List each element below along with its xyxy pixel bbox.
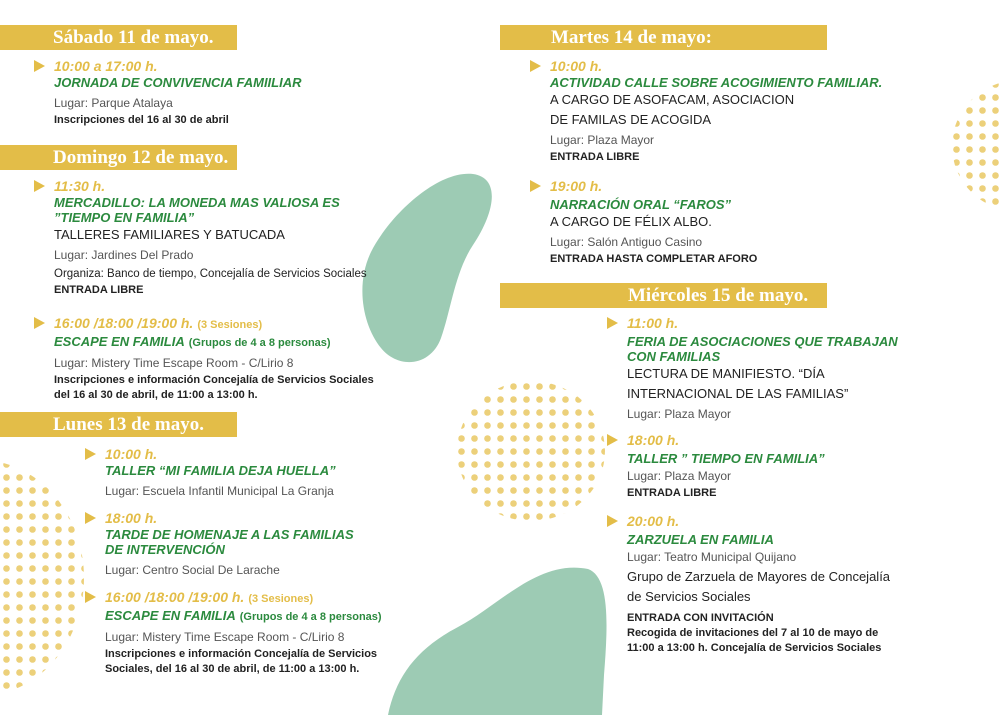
event-title: ZARZUELA EN FAMILIA xyxy=(627,532,774,547)
event-title: JORNADA DE CONVIVENCIA FAMIILIAR xyxy=(54,75,302,90)
event-location: Lugar: Jardines Del Prado xyxy=(54,248,194,262)
event-title xyxy=(54,334,374,351)
event-note: Inscripciones e información Concejalía de Servicios Sociales xyxy=(54,374,374,386)
event-note-line3: 11:00 a 13:00 h. Concejalía de Servicios Sociales xyxy=(627,642,882,654)
event-note-line2: del 16 al 30 de abril, de 11:00 a 13:00 h. xyxy=(54,389,258,401)
event-title: TALLER “MI FAMILIA DEJA HUELLA” xyxy=(105,463,336,478)
event-location: Lugar: Mistery Time Escape Room - C/Lirio 8 xyxy=(54,356,294,370)
event-description: Grupo de Zarzuela de Mayores de Concejalía xyxy=(627,569,891,584)
event-wednesday-3 xyxy=(607,512,890,656)
event-time: 18:00 h. xyxy=(85,509,354,527)
event-note: ENTRADA LIBRE xyxy=(550,151,640,163)
day-header-saturday: Sábado 11 de mayo. xyxy=(0,25,237,50)
event-title: FERIA DE ASOCIACIONES QUE TRABAJAN xyxy=(627,334,898,349)
event-note: ENTRADA CON INVITACIÓN xyxy=(627,612,774,624)
event-time xyxy=(85,588,382,608)
event-description-line2: INTERNACIONAL DE LAS FAMILIAS” xyxy=(627,386,849,401)
event-groups: (Grupos de 4 a 8 personas) xyxy=(239,611,382,623)
event-groups: (Grupos de 4 a 8 personas) xyxy=(188,337,331,349)
event-time: 10:00 a 17:00 h. xyxy=(34,57,302,75)
event-organizer: Organiza: Banco de tiempo, Concejalía de Servicios Sociales xyxy=(54,268,367,280)
event-note: Inscripciones del 16 al 30 de abril xyxy=(54,114,229,126)
event-location: Lugar: Salón Antiguo Casino xyxy=(550,235,703,249)
event-sunday-1 xyxy=(34,177,367,298)
event-location: Lugar: Parque Atalaya xyxy=(54,96,173,110)
event-tuesday-2 xyxy=(530,177,757,267)
event-wednesday-1 xyxy=(607,314,898,424)
event-sunday-2 xyxy=(34,314,374,403)
event-note: ENTRADA HASTA COMPLETAR AFORO xyxy=(550,253,758,265)
event-note-line2: Recogida de invitaciones del 7 al 10 de mayo de xyxy=(627,627,879,639)
event-description-line2: DE FAMILAS DE ACOGIDA xyxy=(550,112,712,127)
event-description: TALLERES FAMILIARES Y BATUCADA xyxy=(54,227,285,242)
event-location: Lugar: Plaza Mayor xyxy=(550,133,655,147)
event-title: TALLER ” TIEMPO EN FAMILIA” xyxy=(627,451,825,466)
event-time xyxy=(34,314,374,334)
event-time: 19:00 h. xyxy=(530,177,757,195)
event-location: Lugar: Teatro Municipal Quijano xyxy=(627,550,797,564)
event-monday-1 xyxy=(85,445,336,501)
event-title-text: ESCAPE EN FAMILIA xyxy=(54,334,185,349)
event-monday-2 xyxy=(85,509,354,580)
event-description-line2: de Servicios Sociales xyxy=(627,589,751,604)
event-title-line2: ”TIEMPO EN FAMILIA” xyxy=(54,210,195,225)
event-title-text: ESCAPE EN FAMILIA xyxy=(105,608,236,623)
event-time: 10:00 h. xyxy=(530,57,882,75)
event-time-text: 16:00 /18:00 /19:00 h. xyxy=(54,315,194,331)
event-time: 10:00 h. xyxy=(85,445,336,463)
mint-blob-top xyxy=(355,170,505,370)
event-note-line2: Sociales, del 16 al 30 de abril, de 11:00 a 13:00 h. xyxy=(105,663,360,675)
event-time: 20:00 h. xyxy=(607,512,890,530)
event-wednesday-2 xyxy=(607,431,825,501)
event-note: ENTRADA LIBRE xyxy=(54,284,144,296)
event-note: Inscripciones e información Concejalía de Servicios xyxy=(105,648,378,660)
dot-circle-right xyxy=(950,78,1000,214)
event-description: LECTURA DE MANIFIESTO. “DÍA xyxy=(627,366,825,381)
event-title: ACTIVIDAD CALLE SOBRE ACOGIMIENTO FAMILIAR. xyxy=(550,75,883,90)
day-header-wednesday: Miércoles 15 de mayo. xyxy=(500,283,827,308)
event-time: 18:00 h. xyxy=(607,431,825,449)
event-time: 11:30 h. xyxy=(34,177,367,195)
event-location: Lugar: Centro Social De Larache xyxy=(105,563,280,577)
dot-circle-left xyxy=(0,458,88,698)
event-location: Lugar: Plaza Mayor xyxy=(627,407,732,421)
event-location: Lugar: Plaza Mayor xyxy=(627,469,732,483)
event-time-text: 16:00 /18:00 /19:00 h. xyxy=(105,589,245,605)
event-location: Lugar: Mistery Time Escape Room - C/Lirio 8 xyxy=(105,630,345,644)
event-title: TARDE DE HOMENAJE A LAS FAMILIAS xyxy=(105,527,354,542)
event-title: MERCADILLO: LA MONEDA MAS VALIOSA ES xyxy=(54,195,340,210)
event-location: Lugar: Escuela Infantil Municipal La Granja xyxy=(105,484,334,498)
day-header-monday: Lunes 13 de mayo. xyxy=(0,412,237,437)
event-sessions: (3 Sesiones) xyxy=(248,593,314,605)
mint-blob-bottom xyxy=(388,565,610,715)
event-title-line2: DE INTERVENCIÓN xyxy=(105,542,225,557)
event-description: A CARGO DE ASOFACAM, ASOCIACION xyxy=(550,92,795,107)
event-note: ENTRADA LIBRE xyxy=(627,487,717,499)
event-time: 11:00 h. xyxy=(607,314,898,332)
dot-circle-mid xyxy=(455,380,607,522)
event-title-line2: CON FAMILIAS xyxy=(627,349,721,364)
event-sessions: (3 Sesiones) xyxy=(197,319,263,331)
event-monday-3 xyxy=(85,588,382,677)
event-tuesday-1 xyxy=(530,57,882,165)
event-saturday-1 xyxy=(34,57,302,128)
day-header-tuesday: Martes 14 de mayo: xyxy=(500,25,827,50)
event-description: A CARGO DE FÉLIX ALBO. xyxy=(550,214,712,229)
event-title xyxy=(105,608,382,625)
event-title: NARRACIÓN ORAL “FAROS” xyxy=(550,197,732,212)
day-header-sunday: Domingo 12 de mayo. xyxy=(0,145,237,170)
